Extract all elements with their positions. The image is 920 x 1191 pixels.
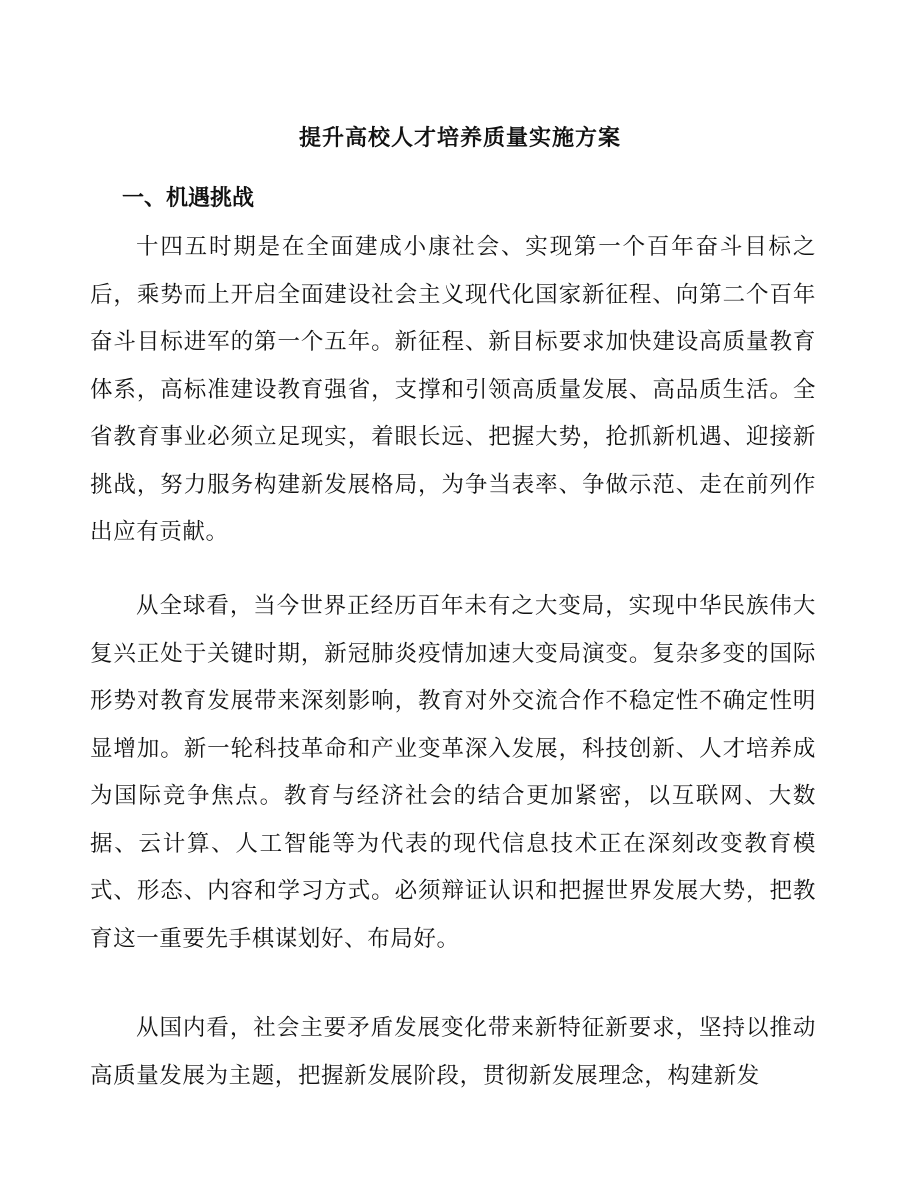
document-title: 提升高校人才培养质量实施方案 [298,125,621,151]
paragraph-2: 从全球看，当今世界正经历百年未有之大变局，实现中华民族伟大复兴正处于关键时期，新冠肺炎疫情加速大变局演变。复杂多变的国际形势对教育发展带来深刻影响，教育对外交流合作不稳定性不确定性明显增加。新一轮科技革命和产业变革深入发展，科技创新、人才培养成为国际竞争焦点。教育与经济社会的结合更加紧密，以互联网、大数据、云计算、人工智能等为代表的现代信息技术正在深刻改变教育模式、形态、内容和学习方式。必须辩证认识和把握世界发展大势，把教育这一重要先手棋谋划好、布局好。 [90,593,816,952]
paragraph-1: 十四五时期是在全面建成小康社会、实现第一个百年奋斗目标之后，乘势而上开启全面建设社会主义现代化国家新征程、向第二个百年奋斗目标进军的第一个五年。新征程、新目标要求加快建设高质量教育体系，高标准建设教育强省，支撑和引领高质量发展、高品质生活。全省教育事业必须立足现实，着眼长远、把握大势，抢抓新机遇、迎接新挑战，努力服务构建新发展格局，为争当表率、争做示范、走在前列作出应有贡献。 [90,234,816,545]
section-heading: 一、机遇挑战 [122,185,255,211]
paragraph-3: 从国内看，社会主要矛盾发展变化带来新特征新要求，坚持以推动高质量发展为主题，把握新发展阶段，贯彻新发展理念，构建新发 [90,1015,816,1089]
